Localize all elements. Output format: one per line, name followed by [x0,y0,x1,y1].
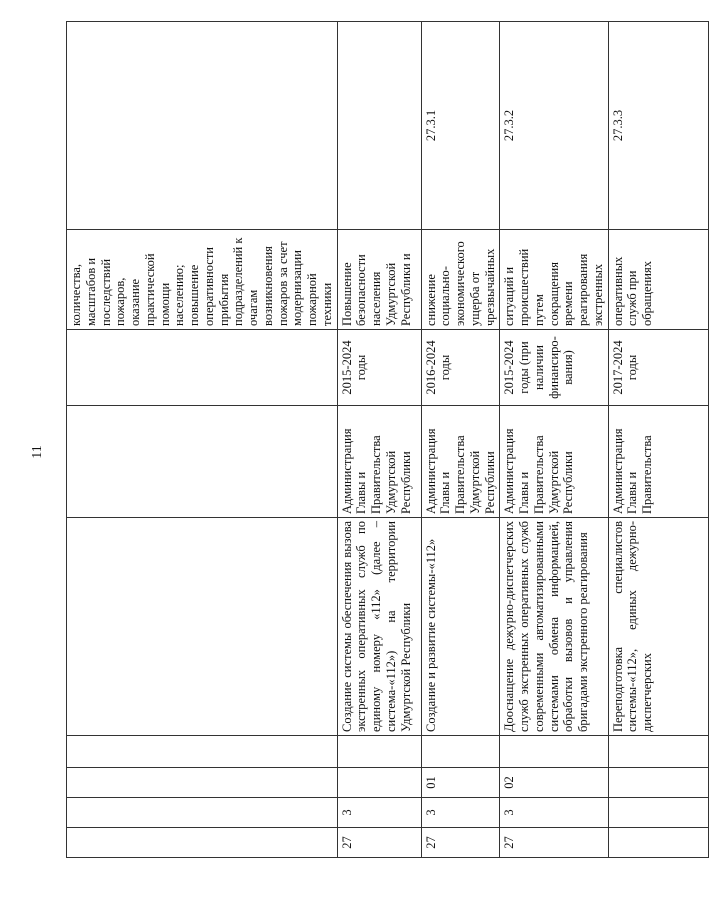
cell-executor [67,406,338,518]
cell-period [67,330,338,406]
page-number: 11 [30,445,45,459]
cell-period: 2017-2024 годы [608,330,708,406]
cell-result: количества, масштабов и последствий пожаров, оказание практической помощи населению; повышение оперативности прибытия подразделений к очагам возникновения пожаров за счет модернизации пожарной техники [67,230,338,330]
cell-pp: 3 [421,798,500,828]
cell-indicator: 27.3.3 [608,22,708,230]
table-row [67,22,338,858]
cell-period: 2015-2024 годы (при наличии финансиро-вания) [500,330,608,406]
cell-indicator [67,22,338,230]
cell-name: Дооснащение дежурно-диспетчерских служб экстренных оперативных служб современными автоматизированными системами обмена информацией, обработки вызовов и управления бригадами экстренного реагирования [500,518,608,736]
cell-gp: 27 [421,828,500,858]
program-table [66,21,709,858]
cell-om: 01 [421,768,500,798]
cell-m [421,736,500,768]
table-viewport [66,22,654,858]
cell-result: Повышение безопасности населения Удмуртской Республики и [337,230,421,330]
cell-result: ситуаций и происшествий путем сокращения времени реагирования экстренных [500,230,608,330]
cell-period: 2015-2024 годы [337,330,421,406]
cell-name: Переподготовка специалистов системы-«112», единых дежурно-диспетчерских [608,518,708,736]
cell-name [67,518,338,736]
cell-result: оперативных служб при обращениях [608,230,708,330]
cell-om [67,768,338,798]
cell-pp: 3 [500,798,608,828]
cell-pp [67,798,338,828]
cell-m [337,736,421,768]
cell-executor: Администрация Главы и Правительства Удмуртской Республики [500,406,608,518]
rotated-table-container [66,22,654,858]
cell-gp: 27 [500,828,608,858]
cell-period: 2016-2024 годы [421,330,500,406]
cell-executor: Администрация Главы и Правительства Удмуртской Республики [337,406,421,518]
cell-executor: Администрация Главы и Правительства [608,406,708,518]
cell-name: Создание и развитие системы-«112» [421,518,500,736]
cell-om: 02 [500,768,608,798]
cell-name: Создание системы обеспечения вызова экстренных оперативных служб по единому номеру «112» (далее – система-«112») на территории Удмуртской Республики [337,518,421,736]
cell-gp [67,828,338,858]
cell-pp [608,798,708,828]
cell-m [500,736,608,768]
table-row [337,22,421,858]
table-row [500,22,608,858]
cell-result: снижение социально-экономического ущерба от чрезвычайных [421,230,500,330]
cell-indicator [337,22,421,230]
cell-pp: 3 [337,798,421,828]
cell-indicator: 27.3.1 [421,22,500,230]
cell-om [608,768,708,798]
cell-indicator: 27.3.2 [500,22,608,230]
table-row [421,22,500,858]
cell-m [608,736,708,768]
cell-m [67,736,338,768]
cell-gp [608,828,708,858]
cell-gp: 27 [337,828,421,858]
cell-om [337,768,421,798]
cell-executor: Администрация Главы и Правительства Удмуртской Республики [421,406,500,518]
table-row [608,22,708,858]
